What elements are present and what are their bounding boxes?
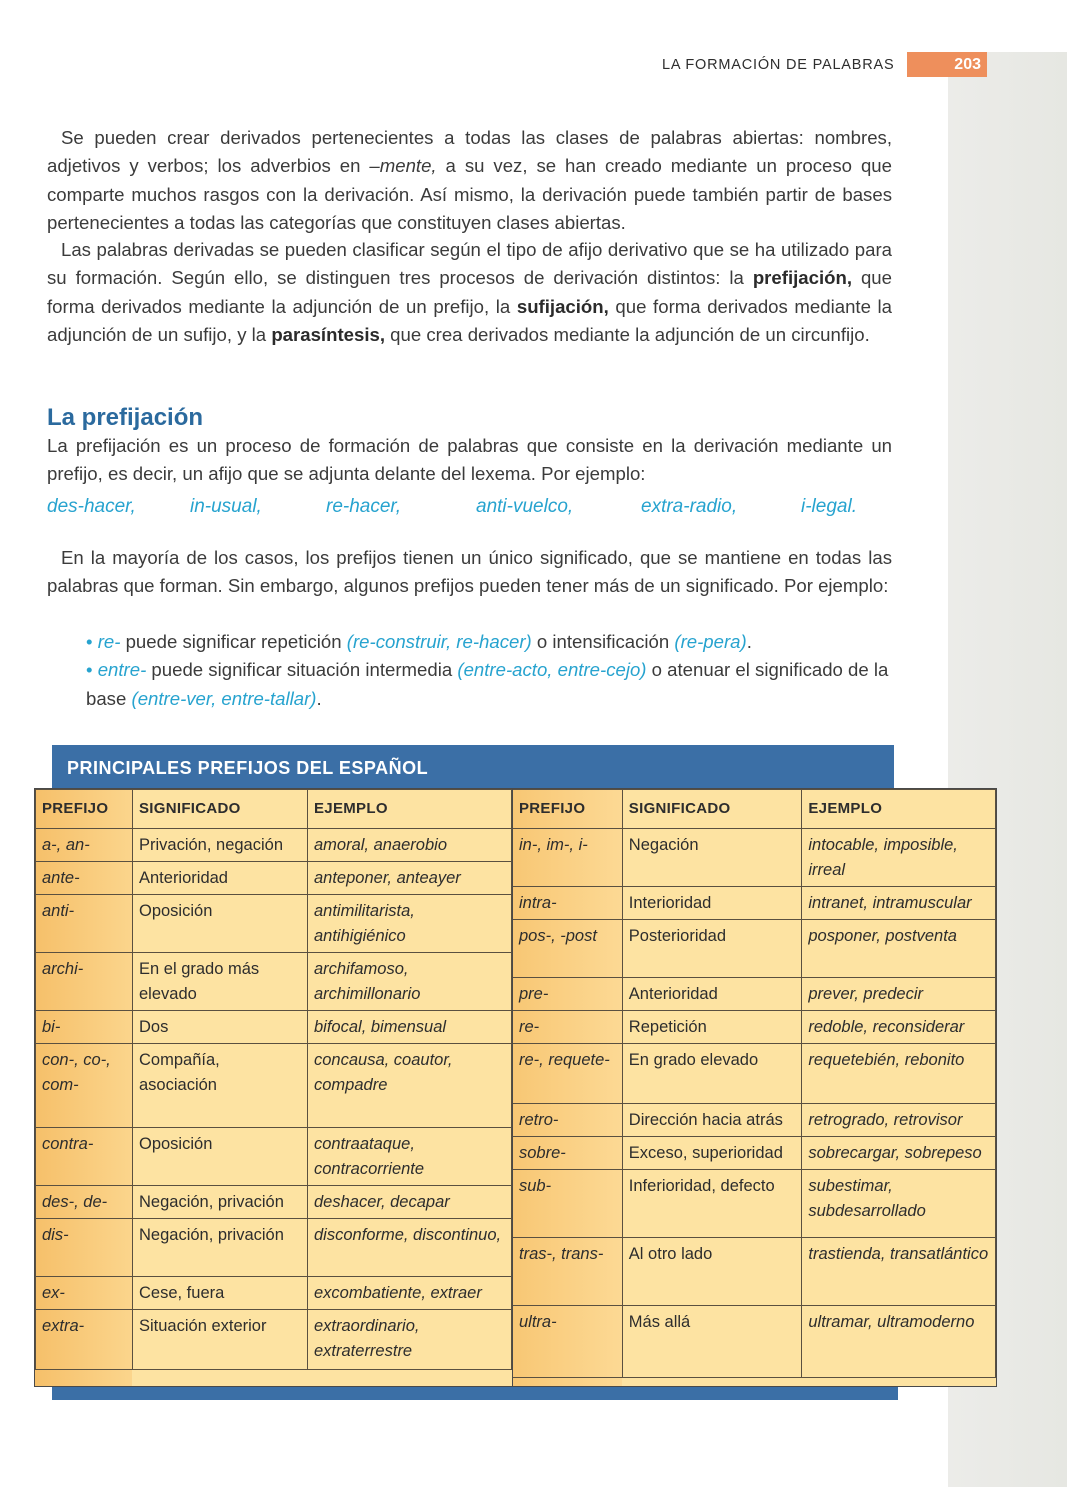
prefix-cell: re- [513,1011,623,1044]
example-word: des-hacer, [47,496,136,517]
meaning-cell: Repetición [622,1011,802,1044]
example-cell: deshacer, decapar [308,1186,512,1219]
table-center-divider [512,789,513,1386]
meaning-cell: Dos [133,1011,308,1044]
example-cell: intranet, intramuscular [802,887,996,920]
italic-term: –mente, [369,155,437,177]
example-word: anti-vuelco, [476,496,574,517]
example-cell: intocable, imposible, irreal [802,829,996,887]
prefix-cell: re-, requete- [513,1044,623,1104]
meaning-cell: Posterioridad [622,920,802,978]
example-list [47,496,907,526]
section-paragraph-1: La prefijación es un proceso de formación de palabras que consiste en la derivación mediante un prefijo, es decir, un afijo que se adjunta delante del lexema. Por ejemplo: [47,435,892,485]
text: Las palabras derivadas se pueden clasificar según el tipo de afijo derivativo que se ha utilizado para su formación. Según ello, se distinguen tres procesos de derivación distintos: la [47,239,892,289]
col-header-ejemplo: EJEMPLO [802,790,996,829]
table-title: PRINCIPALES PREFIJOS DEL ESPAÑOL [67,758,429,778]
table-row [513,1104,996,1137]
example-cell: contraataque, contracorriente [308,1128,512,1186]
example-cell: antimilitarista, antihigiénico [308,895,512,953]
meaning-cell: Interioridad [622,887,802,920]
prefix-cell: ultra- [513,1306,623,1378]
col-header-prefijo: PREFIJO [36,790,133,829]
table-row [513,1238,996,1306]
meaning-cell: Oposición [133,895,308,953]
prefix-cell: des-, de- [36,1186,133,1219]
text: o atenuar el significado de la base [86,659,889,709]
table-row [36,862,512,895]
example-cell: redoble, reconsiderar [802,1011,996,1044]
bullet-item [86,628,894,656]
text: que crea derivados mediante la adjunción de un circunfijo. [385,323,870,345]
table-row [36,1011,512,1044]
table-header-row [36,790,512,829]
example-cell: extraordinario, extraterrestre [308,1310,512,1370]
meaning-cell: Privación, negación [133,829,308,862]
meaning-cell: Situación exterior [133,1310,308,1370]
table-row [36,1044,512,1128]
example-cell: requetebién, rebonito [802,1044,996,1104]
table-row [513,978,996,1011]
example-word: extra-radio, [641,496,738,517]
meaning-cell: En el grado más elevado [133,953,308,1011]
table-row [36,953,512,1011]
col-header-significado: SIGNIFICADO [622,790,802,829]
table-row [36,1310,512,1370]
meaning-cell: Negación [622,829,802,887]
table-right [512,789,996,1378]
table-row [513,829,996,887]
meaning-cell: Negación, privación [133,1186,308,1219]
example-cell: retrogrado, retrovisor [802,1104,996,1137]
col-header-prefijo: PREFIJO [513,790,623,829]
example-cell: concausa, coautor, compadre [308,1044,512,1128]
prefix-cell: intra- [513,887,623,920]
table-row [513,1044,996,1104]
bullet-icon: • [86,631,93,652]
page-number: 203 [907,52,987,77]
col-header-significado: SIGNIFICADO [133,790,308,829]
term-prefijacion: prefijación, [752,267,853,289]
prefix-cell: con-, co-, com- [36,1044,133,1128]
section-paragraph-2: En la mayoría de los casos, los prefijos tienen un único significado, que se mantiene en todas las palabras que forman. Sin embargo, algunos prefijos pueden tener más de un significado. Por ejemplo: [47,547,892,597]
bullet-item [86,656,894,713]
example-cell: prever, predecir [802,978,996,1011]
bullet-icon: • [86,659,93,681]
table-row [36,895,512,953]
meaning-cell: Anterioridad [622,978,802,1011]
prefix-cell: tras-, trans- [513,1238,623,1306]
table-row [36,1186,512,1219]
text: puede significar repetición [120,631,347,652]
table-row [513,1137,996,1170]
text: . [746,631,752,652]
text: Se pueden crear derivados pertenecientes a todas las clases de palabras abiertas: nombres, adjetivos y verbos; los adverbios en [47,127,892,177]
table-left [35,789,512,1370]
meaning-cell: Anterioridad [133,862,308,895]
table-left-half [35,789,512,1370]
table-row [513,887,996,920]
meaning-cell: Al otro lado [622,1238,802,1306]
example-cell: disconforme, discontinuo, [308,1219,512,1277]
text: puede significar situación intermedia [146,659,458,681]
meaning-cell: Cese, fuera [133,1277,308,1310]
text: a su vez, se han creado mediante un proceso que comparte muchos rasgos con la derivación. Así mismo, la derivación puede también partir de bases pertenecientes a todas las categorías que constituyen clases abiertas. [47,155,892,233]
example-word: re-hacer, [326,496,401,517]
meaning-cell: Compañía, asociación [133,1044,308,1128]
prefix-cell: pre- [513,978,623,1011]
prefix-cell: anti- [36,895,133,953]
prefix-cell: archi- [36,953,133,1011]
example-cell: subestimar, subdesarrollado [802,1170,996,1238]
text: que forma derivados mediante la adjunción de un sufijo, y la [47,295,892,345]
prefix-cell: a-, an- [36,829,133,862]
meaning-cell: Más allá [622,1306,802,1378]
example-cell: excombatiente, extraer [308,1277,512,1310]
table-row [36,829,512,862]
prefix-cell: extra- [36,1310,133,1370]
meaning-cell: Exceso, superioridad [622,1137,802,1170]
term-sufijacion: sufijación, [516,295,609,317]
table-header-row [513,790,996,829]
example-cell: anteponer, anteayer [308,862,512,895]
term-parasintesis: parasíntesis, [271,323,385,345]
meaning-cell: Inferioridad, defecto [622,1170,802,1238]
prefix-cell: sobre- [513,1137,623,1170]
table-row [513,1011,996,1044]
example-cell: archifamoso, archimillonario [308,953,512,1011]
prefix: re- [97,631,121,652]
examples: (re-construir, re-hacer) [346,631,532,652]
prefix-cell: retro- [513,1104,623,1137]
prefix-cell: contra- [36,1128,133,1186]
example-cell: sobrecargar, sobrepeso [802,1137,996,1170]
meaning-cell: Negación, privación [133,1219,308,1277]
prefix: entre- [97,659,147,681]
intro-paragraph-2 [47,236,892,349]
section-heading: La prefijación [47,404,204,431]
text: que forma derivados mediante la adjunción de un prefijo, la [47,267,892,317]
col-header-ejemplo: EJEMPLO [308,790,512,829]
prefix-cell: in-, im-, i- [513,829,623,887]
text: o intensificación [531,631,675,652]
meaning-cell: Oposición [133,1128,308,1186]
prefix-cell: bi- [36,1011,133,1044]
intro-paragraph-1 [47,124,892,237]
prefix-cell: sub- [513,1170,623,1238]
example-cell: trastienda, transatlántico [802,1238,996,1306]
example-cell: bifocal, bimensual [308,1011,512,1044]
prefix-table [34,788,997,1387]
text: . [316,687,322,709]
example-cell: posponer, postventa [802,920,996,978]
examples: (entre-acto, entre-cejo) [457,659,647,681]
table-row [513,1306,996,1378]
prefix-cell: pos-, -post [513,920,623,978]
meaning-cell: En grado elevado [622,1044,802,1104]
examples: (re-pera) [674,631,747,652]
prefix-cell: ante- [36,862,133,895]
example-cell: ultramar, ultramoderno [802,1306,996,1378]
table-row [513,920,996,978]
table-row [36,1219,512,1277]
example-cell: amoral, anaerobio [308,829,512,862]
examples: (entre-ver, entre-tallar) [131,687,317,709]
example-word: in-usual, [190,496,262,517]
table-row [36,1277,512,1310]
prefix-cell: ex- [36,1277,133,1310]
table-right-half [512,789,996,1378]
bullet-list [86,628,894,713]
table-row [36,1128,512,1186]
prefix-cell: dis- [36,1219,133,1277]
table-row [513,1170,996,1238]
meaning-cell: Dirección hacia atrás [622,1104,802,1137]
example-word: i-legal. [801,496,857,517]
running-header: LA FORMACIÓN DE PALABRAS [662,57,895,73]
